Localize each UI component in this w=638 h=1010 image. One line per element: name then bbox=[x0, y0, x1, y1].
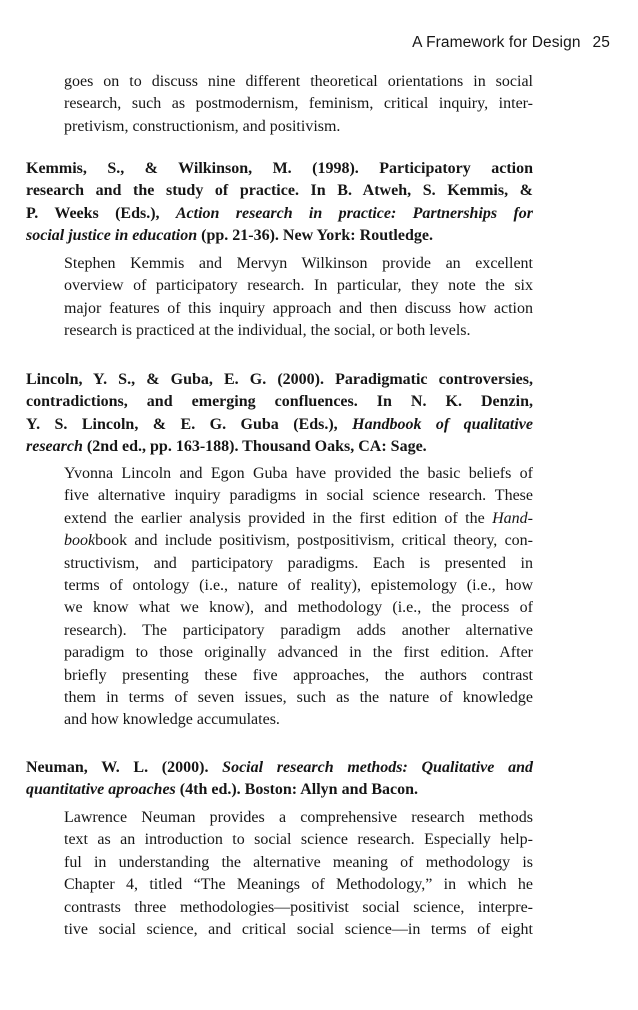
running-header bbox=[0, 34, 610, 52]
text-line: them in terms of seven issues, such as the nature of knowledge bbox=[64, 689, 533, 707]
text-line: terms of ontology (i.e., nature of reality), epistemology (i.e., how bbox=[64, 577, 533, 595]
citation-text: Neuman, W. L. (2000). bbox=[26, 759, 223, 776]
citation-text: (4th ed.). Boston: Allyn and Bacon. bbox=[175, 781, 419, 799]
text-line: goes on to discuss nine different theoretical orientations in social bbox=[64, 73, 533, 90]
annotation-kemmis bbox=[64, 253, 533, 343]
citation-text: Y. S. Lincoln, & E. G. Guba (Eds.), bbox=[26, 415, 353, 433]
text-line: five alternative inquiry paradigms in social science research. These bbox=[64, 487, 533, 505]
text-line: and how knowledge accumulates. bbox=[64, 711, 280, 729]
text-line: overview of participatory research. In particular, they note the six bbox=[64, 277, 533, 295]
citation-line bbox=[26, 779, 533, 801]
book-title: social justice in education bbox=[26, 227, 198, 245]
citation-neuman bbox=[26, 757, 533, 802]
text-line: structivism, and participatory paradigms. Each is presented in bbox=[64, 554, 533, 572]
book-title: Handbook of qualitative bbox=[352, 415, 534, 433]
citation-text: P. Weeks (Eds.), bbox=[26, 204, 176, 222]
text-run: book and include positivism, postpositivism, critical theory, con- bbox=[95, 532, 533, 550]
citation-line: Kemmis, S., & Wilkinson, M. (1998). Participatory action bbox=[26, 160, 533, 177]
text-line: text as an introduction to social science research. Especially help- bbox=[64, 831, 533, 849]
citation-line: contradictions, and emerging confluences. In N. K. Denzin, bbox=[26, 393, 533, 411]
text-line: we know what we know), and methodology (i.e., the process of bbox=[64, 599, 533, 617]
book-title: Action research in practice: Partnerships for bbox=[175, 204, 533, 222]
citation-text: (2nd ed., pp. 163-188). Thousand Oaks, CA: Sage. bbox=[82, 438, 427, 456]
citation-line bbox=[26, 203, 533, 225]
book-title: book bbox=[64, 532, 96, 550]
annotation-neuman bbox=[64, 807, 533, 941]
book-title: research bbox=[26, 438, 83, 456]
annotation-lincoln bbox=[64, 463, 533, 732]
text-line: briefly presenting these five approaches, the authors contrast bbox=[64, 666, 533, 684]
text-line: Yvonna Lincoln and Egon Guba have provided the basic beliefs of bbox=[64, 465, 533, 482]
citation-line bbox=[26, 757, 533, 779]
citation-line bbox=[26, 414, 533, 436]
text-line: ful in understanding the alternative meaning of methodology is bbox=[64, 853, 533, 871]
text-line bbox=[64, 530, 533, 552]
book-title: Social research methods: Qualitative and bbox=[222, 759, 533, 776]
book-title: quantitative aproaches bbox=[26, 781, 176, 799]
text-line: Chapter 4, titled “The Meanings of Methodology,” in which he bbox=[64, 876, 533, 894]
citation-line bbox=[26, 225, 533, 247]
text-line: pretivism, constructionism, and positivism. bbox=[64, 117, 341, 135]
text-run: extend the earlier analysis provided in the first edition of the bbox=[64, 509, 493, 527]
text-line bbox=[64, 508, 533, 530]
text-line: Stephen Kemmis and Mervyn Wilkinson provide an excellent bbox=[64, 255, 533, 272]
text-line: Lawrence Neuman provides a comprehensive research methods bbox=[64, 809, 533, 826]
citation-line bbox=[26, 436, 533, 458]
text-line: paradigm to those originally advanced in the first edition. After bbox=[64, 644, 533, 662]
text-line: research). The participatory paradigm adds another alternative bbox=[64, 621, 533, 639]
citation-text: (pp. 21-36). New York: Routledge. bbox=[197, 227, 433, 245]
running-title: A Framework for Design bbox=[412, 34, 581, 51]
book-title: Hand- bbox=[492, 509, 533, 527]
citation-line: research and the study of practice. In B. Atweh, S. Kemmis, & bbox=[26, 182, 533, 200]
text-line: research is practiced at the individual, the social, or both levels. bbox=[64, 322, 471, 340]
citation-line: Lincoln, Y. S., & Guba, E. G. (2000). Paradigmatic controversies, bbox=[26, 371, 533, 388]
citation-kemmis bbox=[26, 158, 533, 248]
page-number: 25 bbox=[592, 34, 610, 51]
annotation-continued bbox=[64, 71, 533, 138]
citation-lincoln bbox=[26, 369, 533, 459]
text-line: contrasts three methodologies—positivist social science, interpre- bbox=[64, 898, 533, 916]
text-line: major features of this inquiry approach and then discuss how action bbox=[64, 299, 533, 317]
text-line: tive social science, and critical social science—in terms of eight bbox=[64, 921, 533, 939]
text-line: research, such as postmodernism, feminism, critical inquiry, inter- bbox=[64, 95, 533, 113]
